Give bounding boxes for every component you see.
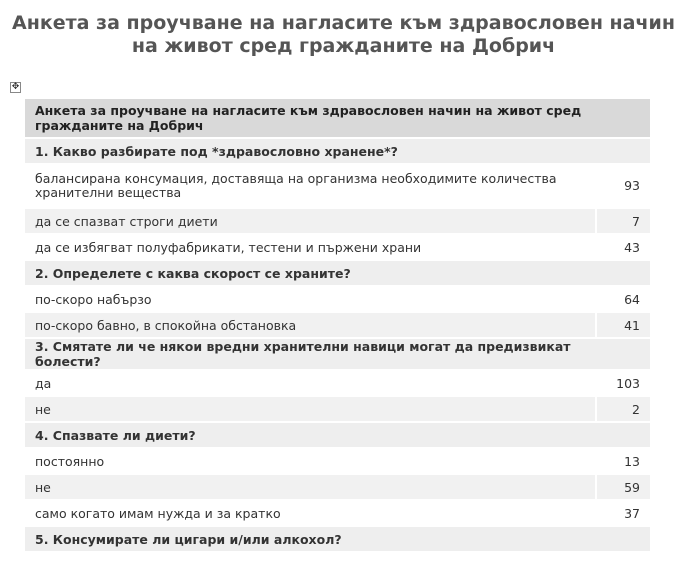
answer-row [25, 209, 650, 233]
answer-count: 2 [595, 397, 650, 421]
answer-label: не [25, 397, 595, 421]
table-header: Анкета за проучване на нагласите към здравословен начин на живот сред гражданите на Добрич [25, 99, 650, 137]
answer-count: 41 [595, 313, 650, 337]
answer-row [25, 235, 650, 259]
question-row [25, 527, 650, 551]
answer-count: 93 [595, 165, 650, 207]
answer-count: 13 [595, 449, 650, 473]
answer-label: балансирана консумация, доставяща на организма необходимите количества хранителни вещества [35, 171, 557, 200]
answer-row [25, 475, 650, 499]
answer-label: да [35, 375, 52, 391]
answer-row [25, 313, 650, 337]
answer-label: по-скоро бавно, в спокойна обстановка [25, 313, 595, 337]
answer-row [25, 287, 650, 311]
question-text: 3. Смятате ли че някои вредни хранителни навици могат да предизвикат болести? [25, 339, 650, 369]
answer-count: 37 [595, 501, 650, 525]
answer-row [25, 449, 650, 473]
table-header-row [25, 99, 650, 137]
question-row [25, 139, 650, 163]
answer-count: 64 [595, 287, 650, 311]
question-row [25, 423, 650, 447]
answer-row [25, 397, 650, 421]
answer-count: 43 [595, 235, 650, 259]
page-title: Анкета за проучване на нагласите към здравословен начин на живот сред гражданите на Добрич [11, 12, 675, 57]
question-row [25, 339, 650, 369]
answer-label: по-скоро набързо [35, 291, 152, 307]
answer-label: не [25, 475, 595, 499]
answer-label: само когато имам нужда и за кратко [35, 505, 281, 521]
question-text: 4. Спазвате ли диети? [25, 423, 650, 447]
answer-label: постоянно [35, 453, 105, 469]
survey-table [25, 97, 650, 553]
answer-count: 59 [595, 475, 650, 499]
answer-row [25, 501, 650, 525]
answer-count: 7 [595, 209, 650, 233]
question-text: 2. Определете с каква скорост се храните? [25, 261, 650, 285]
answer-label: да се избягват полуфабрикати, тестени и пържени храни [35, 239, 422, 255]
question-row [25, 261, 650, 285]
question-text: 1. Какво разбирате под *здравословно хранене*? [25, 139, 650, 163]
answer-row [25, 165, 650, 207]
answer-row [25, 371, 650, 395]
move-icon[interactable]: ✥ [11, 82, 20, 92]
answer-count: 103 [595, 371, 650, 395]
question-text: 5. Консумирате ли цигари и/или алкохол? [25, 527, 650, 551]
answer-label: да се спазват строги диети [25, 209, 595, 233]
